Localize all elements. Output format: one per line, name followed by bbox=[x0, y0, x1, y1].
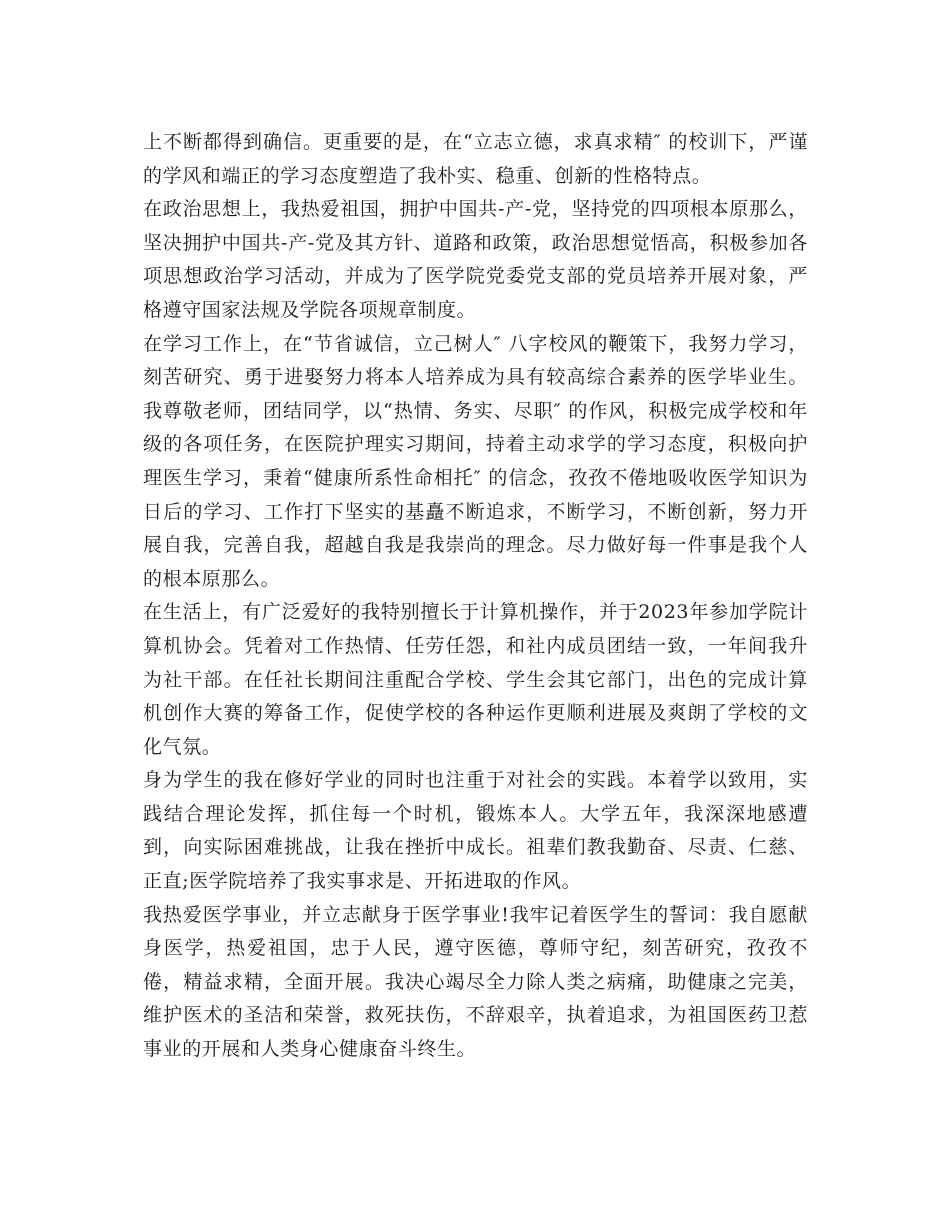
document-page bbox=[143, 126, 808, 1067]
paragraph-medical-career: 我热爱医学事业，并立志献身于医学事业!我牢记着医学生的誓词：我自愿献身医学，热爱祖国，忠于人民，遵守医德，尊师守纪，刻苦研究，孜孜不倦，精益求精，全面开展。我决心竭尽全力除人类之病痛，助健康之完美，维护医术的圣洁和荣誉，救死扶伤，不辞艰辛，执着追求，为祖国医药卫惹事业的开展和人类身心健康奋斗终生。 bbox=[143, 903, 808, 1061]
paragraph-political-thought: 在政治思想上，我热爱祖国，拥护中国共-产-党，坚持党的四项根本原那么，坚决拥护中国共-产-党及其方针、道路和政策，政治思想觉悟高，积极参加各项思想政治学习活动，并成为了医学院党委党支部的党员培养开展对象，严格遵守国家法规及学院各项规章制度。 bbox=[143, 198, 808, 321]
paragraph-intro-continuation: 上不断都得到确信。更重要的是，在“立志立德，求真求精″ 的校训下，严谨的学风和端正的学习态度塑造了我朴实、稳重、创新的性格特点。 bbox=[143, 131, 808, 187]
paragraph-study-work: 在学习工作上，在“节省诚信，立己树人″ 八字校风的鞭策下，我努力学习，刻苦研究、勇于进娶努力将本人培养成为具有较高综合素养的医学毕业生。我尊敬老师，团结同学，以“热情、务实、尽职″ 的作风，积极完成学校和年级的各项任务，在医院护理实习期间，持着主动求学的学习态度，积极向护理医生学习，秉着“健康所系性命相托″ 的信念，孜孜不倦地吸收医学知识为日后的学习、工作打下坚实的基矗不断追求，不断学习，不断创新，努力开展自我，完善自我，超越自我是我崇尚的理念。尽力做好每一件事是我个人的根本原那么。 bbox=[143, 332, 808, 590]
paragraph-social-practice: 身为学生的我在修好学业的同时也注重于对社会的实践。本着学以致用，实践结合理论发挥，抓住每一个时机，锻炼本人。大学五年，我深深地感遭到，向实际困难挑战，让我在挫折中成长。祖辈们教我勤奋、尽责、仁慈、正直;医学院培养了我实事求是、开拓进取的作风。 bbox=[143, 769, 808, 893]
paragraph-life: 在生活上，有广泛爱好的我特别擅长于计算机操作，并于2023年参加学院计算机协会。凭着对工作热情、任劳任怨，和社内成员团结一致，一年间我升为社干部。在任社长期间注重配合学校、学生会其它部门，出色的完成计算机创作大赛的筹备工作，促使学校的各种运作更顺利进展及爽朗了学校的文化气氛。 bbox=[143, 601, 808, 758]
